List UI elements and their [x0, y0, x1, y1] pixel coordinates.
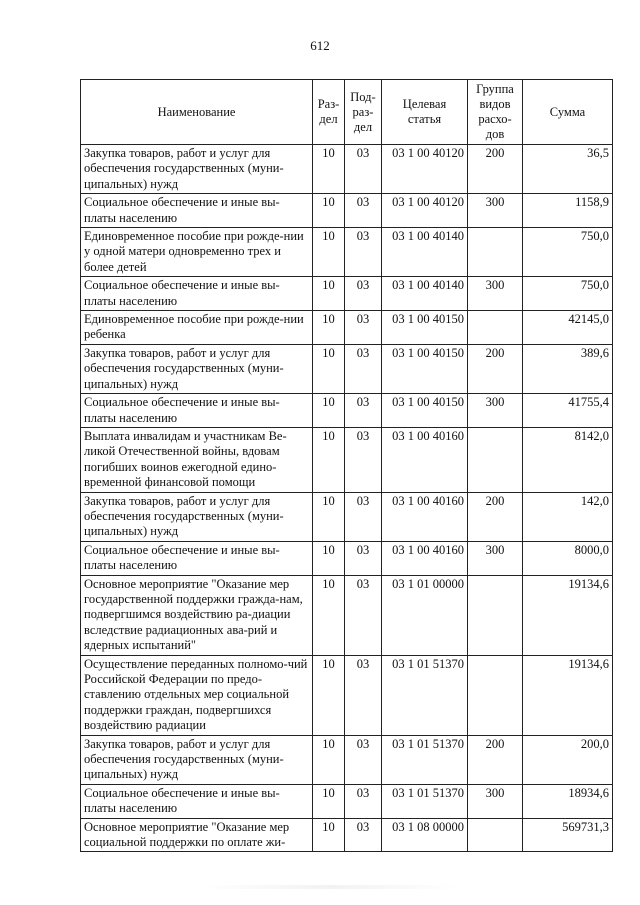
cell-subsection: 03 [345, 311, 382, 345]
table-row [81, 394, 613, 428]
cell-target: 03 1 01 51370 [382, 735, 468, 784]
cell-target: 03 1 01 51370 [382, 655, 468, 735]
cell-subsection: 03 [345, 277, 382, 311]
cell-name: Единовременное пособие при рожде-нии ребенка [81, 311, 313, 345]
cell-group [468, 655, 523, 735]
cell-subsection: 03 [345, 344, 382, 393]
table-row [81, 145, 613, 194]
cell-section: 10 [313, 427, 345, 492]
cell-group: 300 [468, 277, 523, 311]
scan-artifact [200, 885, 460, 889]
cell-group: 200 [468, 735, 523, 784]
table-row [81, 311, 613, 345]
table-row [81, 575, 613, 655]
header-subsection: Под- раз- дел [345, 80, 382, 145]
cell-section: 10 [313, 228, 345, 277]
cell-name: Закупка товаров, работ и услуг для обеспечения государственных (муни-ципальных) нужд [81, 145, 313, 194]
table-row [81, 735, 613, 784]
cell-target: 03 1 00 40140 [382, 277, 468, 311]
cell-target: 03 1 00 40150 [382, 311, 468, 345]
cell-group: 200 [468, 492, 523, 541]
header-group: Группа видов расхо- дов [468, 80, 523, 145]
table-row [81, 344, 613, 393]
page-number: 612 [310, 38, 330, 53]
cell-name: Закупка товаров, работ и услуг для обеспечения государственных (муни-ципальных) нужд [81, 735, 313, 784]
cell-name: Единовременное пособие при рожде-нии у одной матери одновременно трех и более детей [81, 228, 313, 277]
cell-group [468, 575, 523, 655]
cell-subsection: 03 [345, 541, 382, 575]
cell-target: 03 1 00 40140 [382, 228, 468, 277]
cell-section: 10 [313, 311, 345, 345]
cell-name: Закупка товаров, работ и услуг для обеспечения государственных (муни-ципальных) нужд [81, 344, 313, 393]
cell-sum: 8142,0 [523, 427, 613, 492]
cell-subsection: 03 [345, 427, 382, 492]
budget-table [80, 79, 613, 852]
table-header-row [81, 80, 613, 145]
cell-name: Социальное обеспечение и иные вы-платы населению [81, 784, 313, 818]
cell-subsection: 03 [345, 145, 382, 194]
cell-subsection: 03 [345, 394, 382, 428]
cell-sum: 19134,6 [523, 575, 613, 655]
cell-section: 10 [313, 575, 345, 655]
cell-sum: 8000,0 [523, 541, 613, 575]
cell-target: 03 1 00 40160 [382, 427, 468, 492]
cell-section: 10 [313, 394, 345, 428]
table-row [81, 818, 613, 852]
cell-group: 300 [468, 394, 523, 428]
cell-sum: 1158,9 [523, 194, 613, 228]
cell-target: 03 1 00 40150 [382, 394, 468, 428]
cell-subsection: 03 [345, 784, 382, 818]
header-target: Целевая статья [382, 80, 468, 145]
cell-sum: 569731,3 [523, 818, 613, 852]
cell-section: 10 [313, 194, 345, 228]
cell-section: 10 [313, 784, 345, 818]
cell-group [468, 818, 523, 852]
cell-target: 03 1 00 40150 [382, 344, 468, 393]
cell-sum: 750,0 [523, 228, 613, 277]
cell-name: Социальное обеспечение и иные вы-платы населению [81, 394, 313, 428]
cell-target: 03 1 01 00000 [382, 575, 468, 655]
table-row [81, 194, 613, 228]
header-sum: Сумма [523, 80, 613, 145]
cell-section: 10 [313, 541, 345, 575]
cell-sum: 18934,6 [523, 784, 613, 818]
cell-section: 10 [313, 818, 345, 852]
cell-name: Социальное обеспечение и иные вы-платы населению [81, 194, 313, 228]
cell-target: 03 1 08 00000 [382, 818, 468, 852]
cell-name: Закупка товаров, работ и услуг для обеспечения государственных (муни-ципальных) нужд [81, 492, 313, 541]
cell-target: 03 1 00 40120 [382, 194, 468, 228]
cell-section: 10 [313, 735, 345, 784]
cell-group [468, 427, 523, 492]
cell-subsection: 03 [345, 575, 382, 655]
header-name: Наименование [81, 80, 313, 145]
table-row [81, 784, 613, 818]
table-row [81, 541, 613, 575]
cell-sum: 19134,6 [523, 655, 613, 735]
cell-target: 03 1 01 51370 [382, 784, 468, 818]
table-row [81, 492, 613, 541]
cell-target: 03 1 00 40160 [382, 492, 468, 541]
cell-target: 03 1 00 40120 [382, 145, 468, 194]
cell-target: 03 1 00 40160 [382, 541, 468, 575]
table-row [81, 427, 613, 492]
cell-name: Выплата инвалидам и участникам Ве-ликой Отечественной войны, вдовам погибших воинов ежегодной едино-временной финансовой помощи [81, 427, 313, 492]
table-row [81, 228, 613, 277]
table-row [81, 277, 613, 311]
cell-sum: 200,0 [523, 735, 613, 784]
cell-name: Основное мероприятие "Оказание мер социальной поддержки по оплате жи- [81, 818, 313, 852]
cell-section: 10 [313, 344, 345, 393]
cell-name: Основное мероприятие "Оказание мер государственной поддержки гражда-нам, подвергшимся воздействию ра-диации вследствие радиационных ава-рий и ядерных испытаний" [81, 575, 313, 655]
cell-name: Осуществление переданных полномо-чий Российской Федерации по предо-ставлению отдельных мер социальной поддержки граждан, подвергшихся воздействию радиации [81, 655, 313, 735]
cell-sum: 36,5 [523, 145, 613, 194]
cell-subsection: 03 [345, 492, 382, 541]
cell-name: Социальное обеспечение и иные вы-платы населению [81, 541, 313, 575]
cell-sum: 41755,4 [523, 394, 613, 428]
cell-sum: 389,6 [523, 344, 613, 393]
cell-group [468, 228, 523, 277]
cell-group: 200 [468, 344, 523, 393]
cell-subsection: 03 [345, 818, 382, 852]
cell-sum: 750,0 [523, 277, 613, 311]
cell-group: 200 [468, 145, 523, 194]
table-row [81, 655, 613, 735]
cell-sum: 142,0 [523, 492, 613, 541]
cell-name: Социальное обеспечение и иные вы-платы населению [81, 277, 313, 311]
cell-group: 300 [468, 541, 523, 575]
cell-subsection: 03 [345, 194, 382, 228]
cell-subsection: 03 [345, 228, 382, 277]
cell-sum: 42145,0 [523, 311, 613, 345]
cell-section: 10 [313, 145, 345, 194]
cell-group: 300 [468, 784, 523, 818]
cell-group [468, 311, 523, 345]
cell-subsection: 03 [345, 655, 382, 735]
cell-section: 10 [313, 655, 345, 735]
cell-section: 10 [313, 492, 345, 541]
cell-subsection: 03 [345, 735, 382, 784]
header-section: Раз- дел [313, 80, 345, 145]
cell-section: 10 [313, 277, 345, 311]
cell-group: 300 [468, 194, 523, 228]
